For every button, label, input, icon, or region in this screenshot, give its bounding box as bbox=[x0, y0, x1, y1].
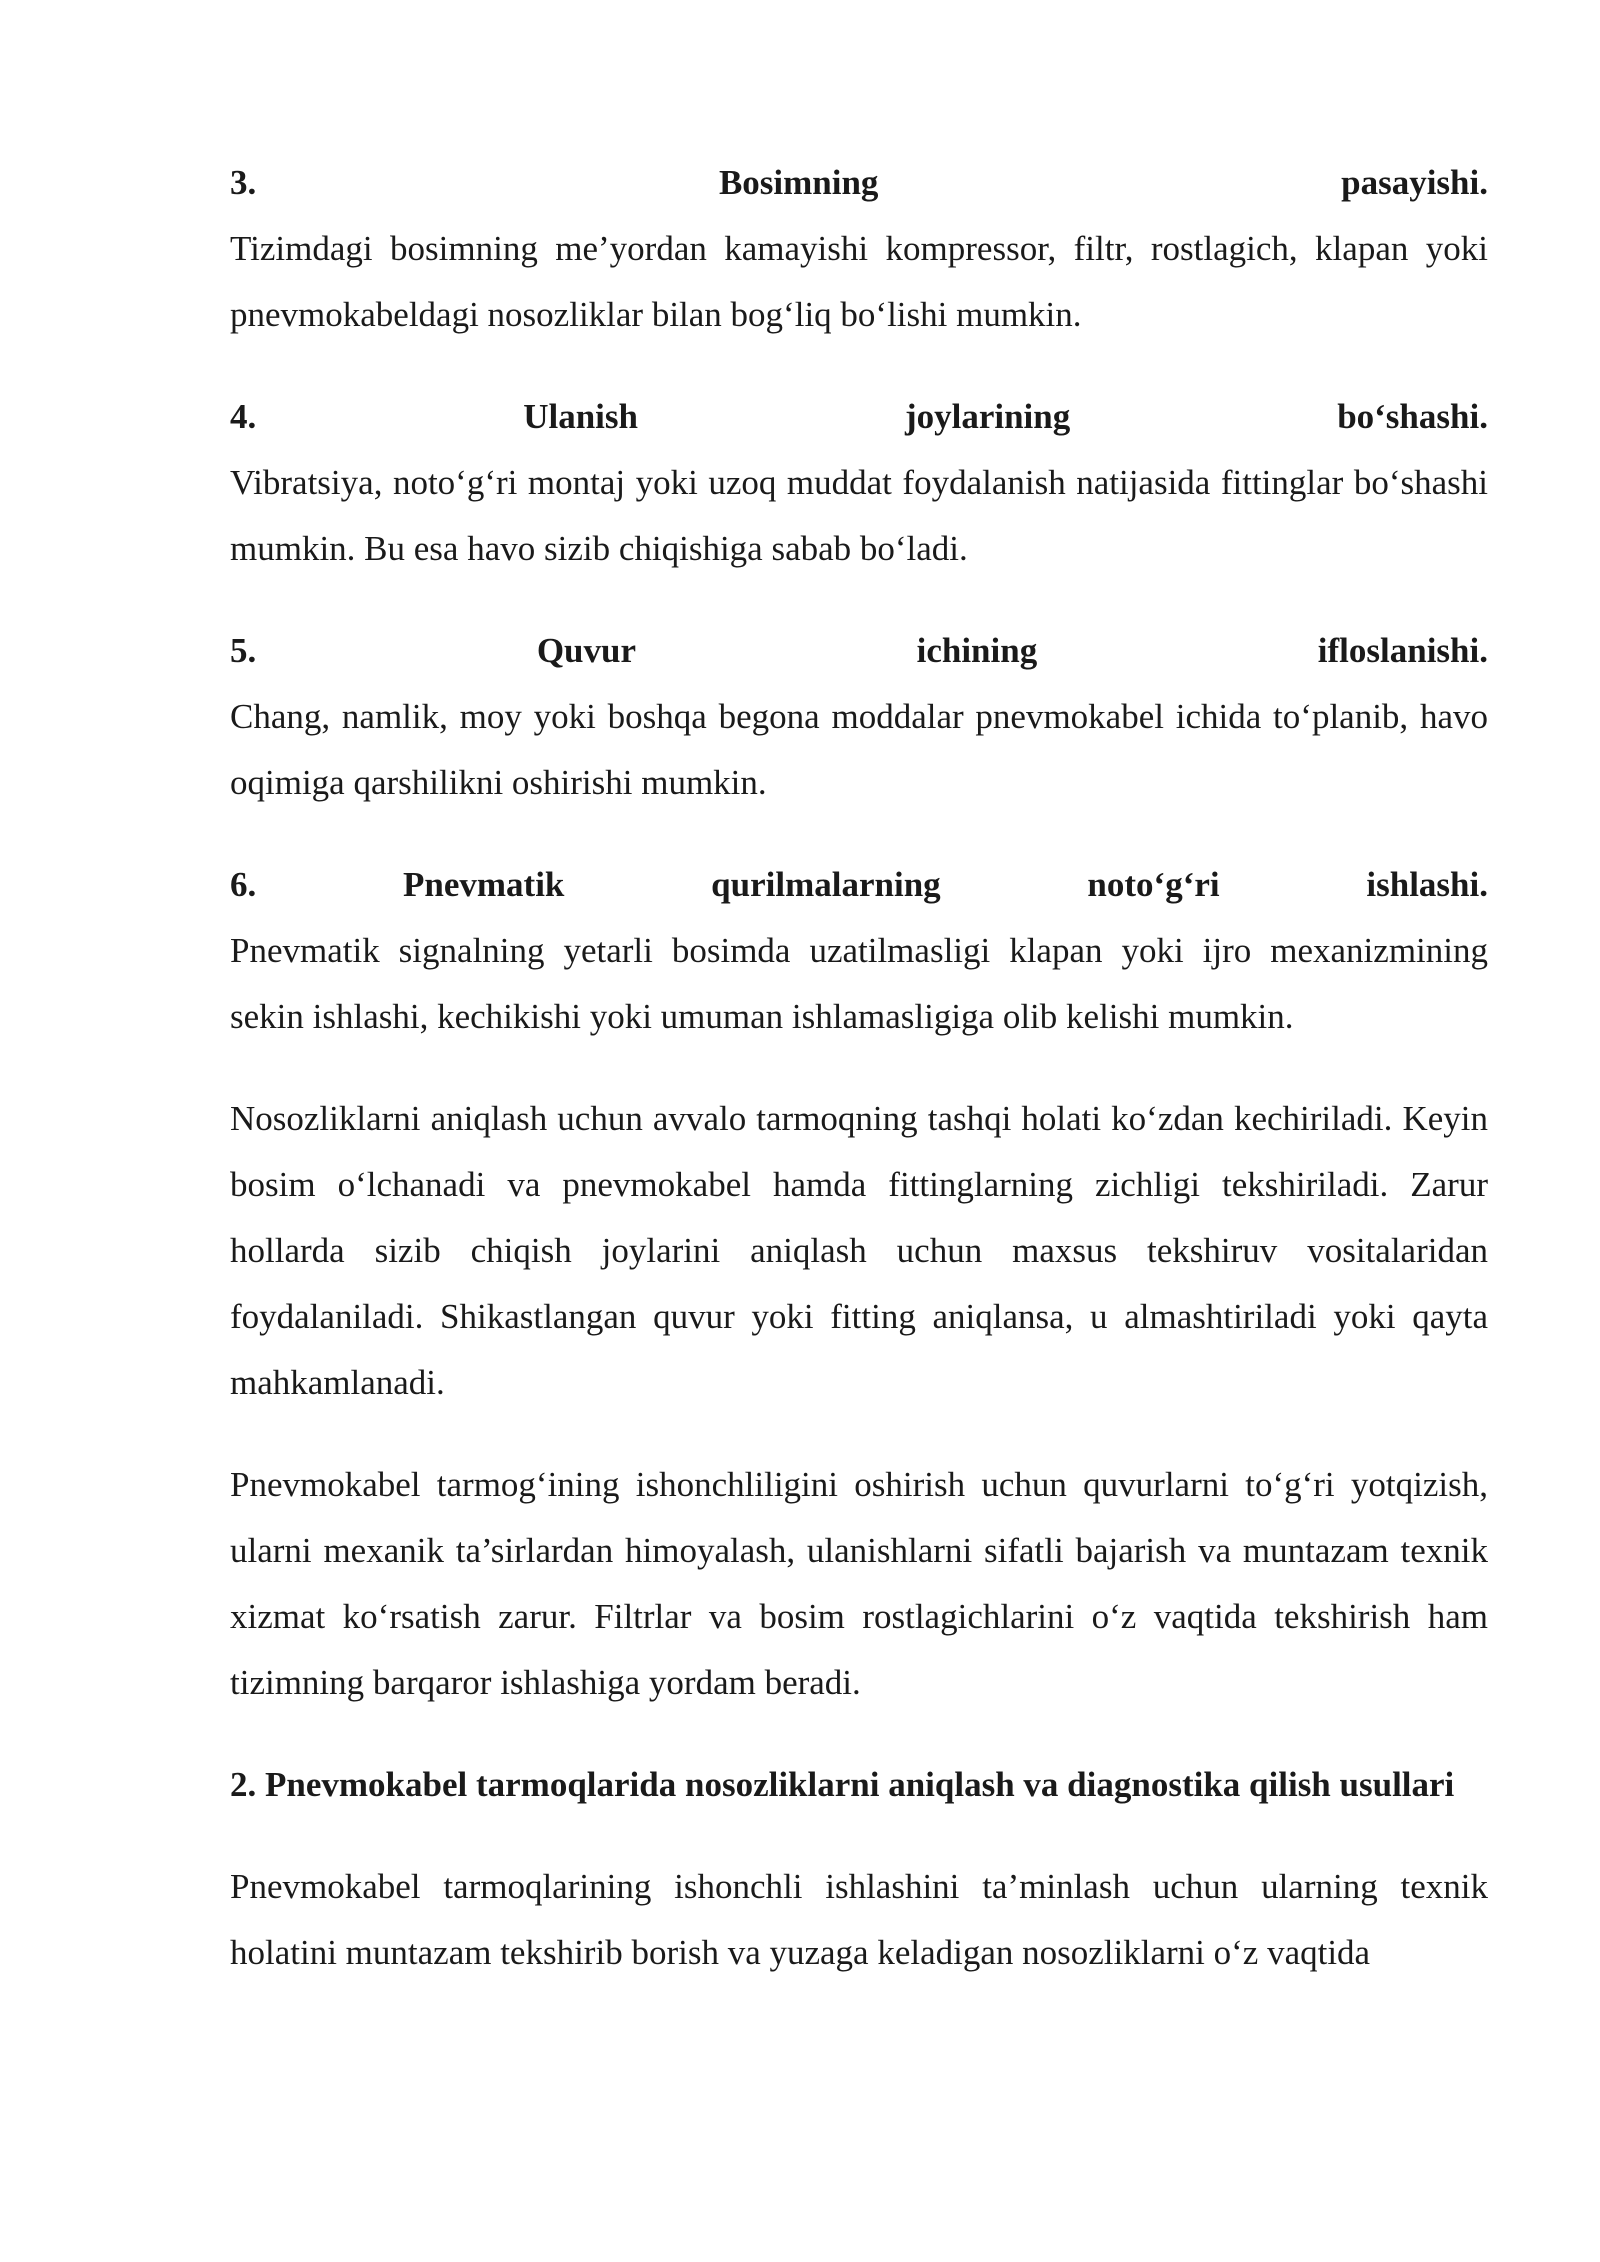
fault-item-4 bbox=[230, 384, 1488, 582]
fault-item-3 bbox=[230, 150, 1488, 348]
heading-word: bo‘shashi. bbox=[1337, 397, 1488, 436]
heading-word: 4. bbox=[230, 397, 257, 436]
fault-item-text: Tizimdagi bosimning me’yordan kamayishi kompressor, filtr, rostlagich, klapan yoki pnevmokabeldagi nosozliklar bilan bog‘liq bo‘lishi mumkin. bbox=[230, 229, 1488, 334]
heading-word: ichining bbox=[916, 631, 1038, 670]
section-heading: 2. Pnevmokabel tarmoqlarida nosozliklarni aniqlash va diagnostika qilish usullari bbox=[230, 1765, 1455, 1804]
fault-item-text: Vibratsiya, noto‘g‘ri montaj yoki uzoq muddat foydalanish natijasida fittinglar bo‘shashi mumkin. Bu esa havo sizib chiqishiga sabab bo‘ladi. bbox=[230, 463, 1488, 568]
fault-item-text: Pnevmatik signalning yetarli bosimda uzatilmasligi klapan yoki ijro mexanizmining sekin ishlashi, kechikishi yoki umuman ishlamasligiga olib kelishi mumkin. bbox=[230, 931, 1488, 1036]
heading-word: ifloslanishi. bbox=[1317, 631, 1488, 670]
fault-item-6 bbox=[230, 852, 1488, 1050]
heading-word: ishlashi. bbox=[1366, 865, 1488, 904]
heading-word: Quvur bbox=[536, 631, 637, 670]
heading-word: qurilmalarning bbox=[711, 865, 941, 904]
heading-word: joylarining bbox=[904, 397, 1071, 436]
heading-word: pasayishi. bbox=[1341, 163, 1488, 202]
fault-item-text: Chang, namlik, moy yoki boshqa begona moddalar pnevmokabel ichida to‘planib, havo oqimiga qarshilikni oshirishi mumkin. bbox=[230, 697, 1488, 802]
body-paragraph: Nosozliklarni aniqlash uchun avvalo tarmoqning tashqi holati ko‘zdan kechiriladi. Keyin bosim o‘lchanadi va pnevmokabel hamda fittinglarning zichligi tekshiriladi. Zarur hollarda sizib chiqish joylarini aniqlash uchun maxsus tekshiruv vositalaridan foydalaniladi. Shikastlangan quvur yoki fitting aniqlansa, u almashtiriladi yoki qayta mahkamlanadi. bbox=[230, 1099, 1488, 1402]
body-paragraph: Pnevmokabel tarmoqlarining ishonchli ishlashini ta’minlash uchun ularning texnik holatini muntazam tekshirib borish va yuzaga keladigan nosozliklarni o‘z vaqtida bbox=[230, 1867, 1488, 1972]
heading-word: 3. bbox=[230, 163, 257, 202]
heading-word: Ulanish bbox=[523, 397, 638, 436]
fault-item-heading bbox=[230, 618, 1488, 684]
fault-item-heading bbox=[230, 852, 1488, 918]
body-paragraph: Pnevmokabel tarmog‘ining ishonchliligini oshirish uchun quvurlarni to‘g‘ri yotqizish, ularni mexanik ta’sirlardan himoyalash, ulanishlarni sifatli bajarish va muntazam texnik xizmat ko‘rsatish zarur. Filtrlar va bosim rostlagichlarini o‘z vaqtida tekshirish ham tizimning barqaror ishlashiga yordam beradi. bbox=[230, 1465, 1488, 1702]
fault-item-heading bbox=[230, 384, 1488, 450]
heading-word: noto‘g‘ri bbox=[1087, 865, 1220, 904]
heading-word: Pnevmatik bbox=[403, 865, 565, 904]
heading-word: 6. bbox=[230, 865, 257, 904]
heading-word: Bosimning bbox=[718, 163, 879, 202]
fault-item-5 bbox=[230, 618, 1488, 816]
heading-word: 5. bbox=[230, 631, 257, 670]
fault-item-heading bbox=[230, 150, 1488, 216]
document-page bbox=[230, 150, 1488, 2022]
